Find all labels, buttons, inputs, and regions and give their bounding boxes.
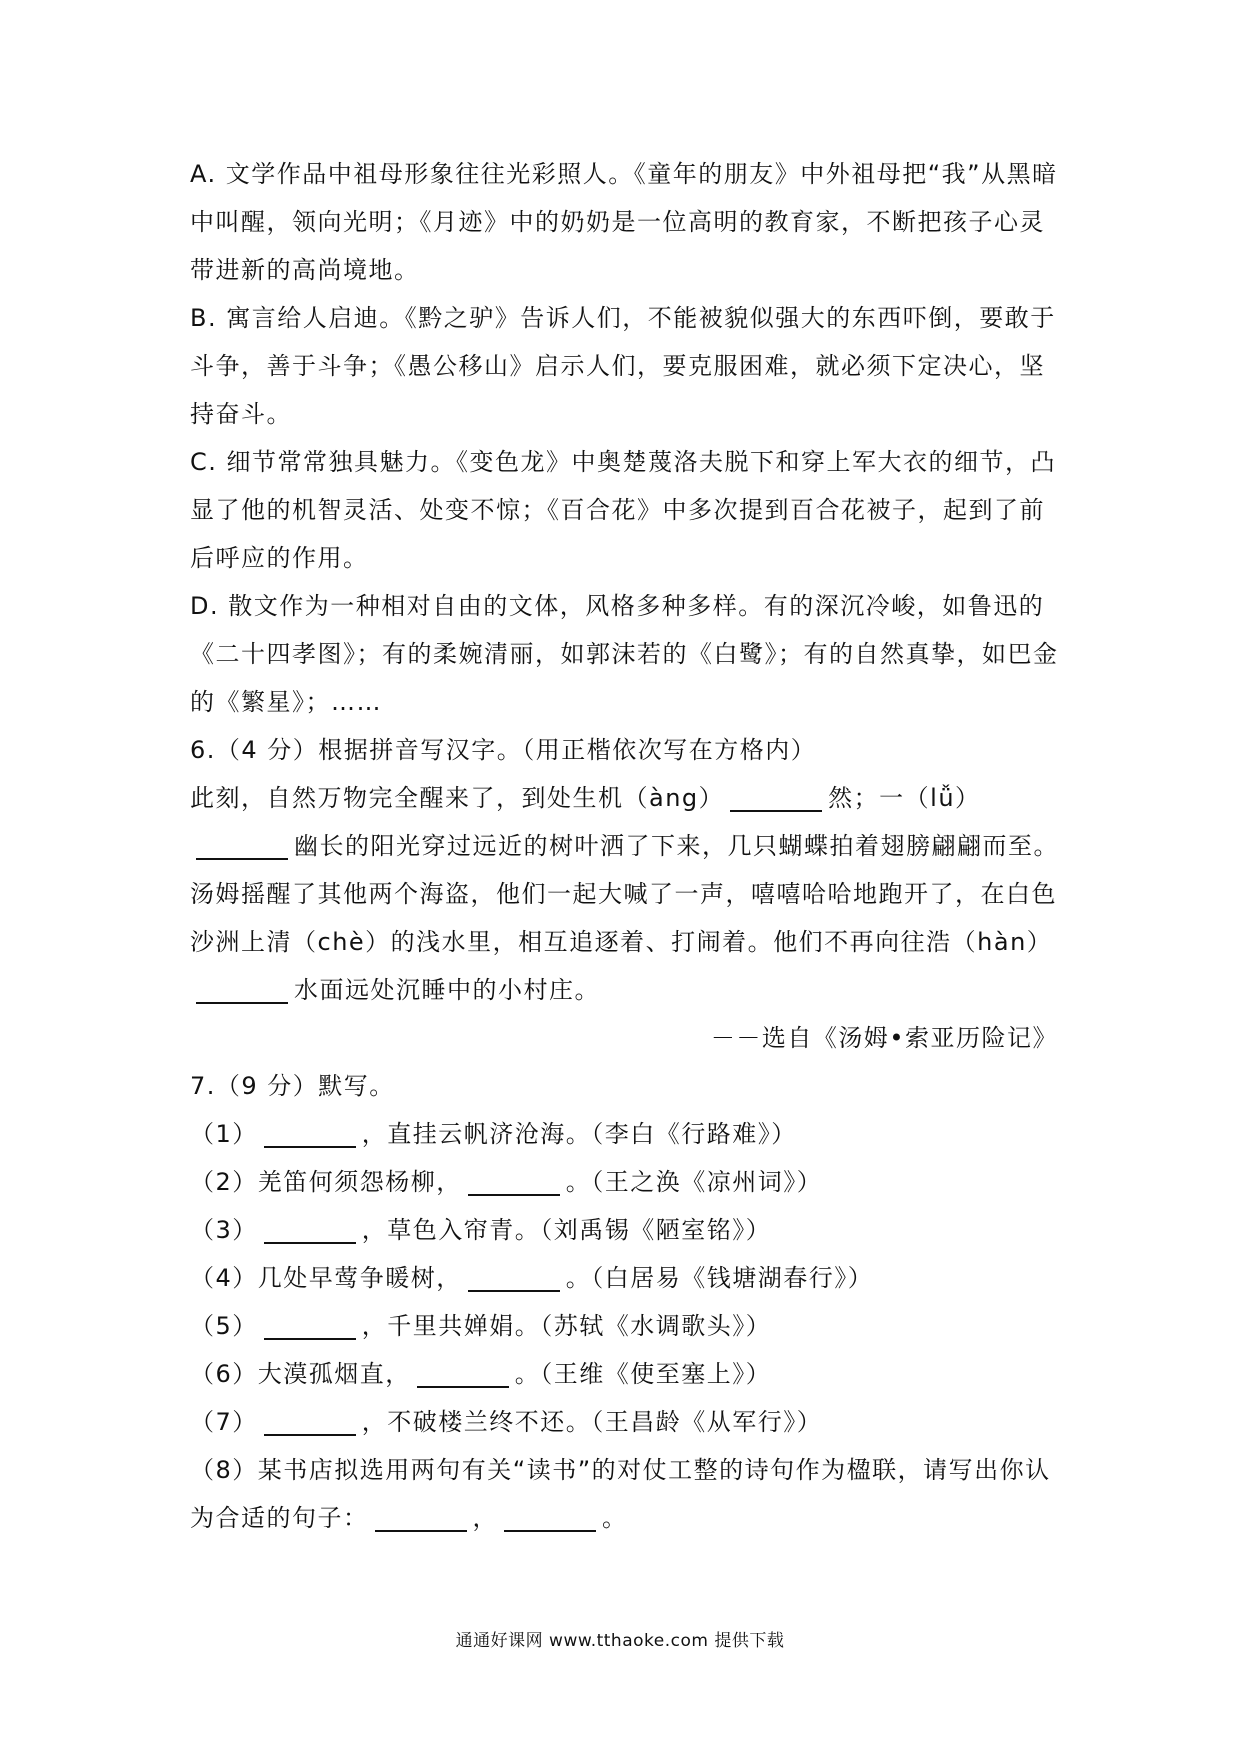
item-text: （4）几处早莺争暖树， bbox=[190, 1264, 462, 1292]
passage-text-3: 幽长的阳光穿过远近的树叶洒了下来，几只蝴蝶拍着翅膀翩翩而至。汤姆摇醒了其他两个海盗，他们一起大喊了一声，嘻嘻哈哈地跑开了，在白色沙洲上清（chè）的浅水里，相互追逐着、打闹着。他们不再向往浩（hàn） bbox=[190, 832, 1059, 956]
dictation-item-6 bbox=[190, 1350, 1070, 1398]
option-b: B. 寓言给人启迪。《黔之驴》告诉人们，不能被貌似强大的东西吓倒，要敢于斗争，善于斗争；《愚公移山》启示人们，要克服困难，就必须下定决心，坚持奋斗。 bbox=[190, 304, 1056, 428]
answer-blank-lv[interactable] bbox=[196, 828, 288, 860]
page-content bbox=[190, 150, 1070, 1542]
answer-blank[interactable] bbox=[264, 1116, 356, 1148]
item-text: （6）大漠孤烟直， bbox=[190, 1360, 411, 1388]
passage-source: －－选自《汤姆•索亚历险记》 bbox=[710, 1024, 1058, 1052]
dictation-item-5 bbox=[190, 1302, 1070, 1350]
item-text: 。 bbox=[602, 1504, 628, 1532]
item-text: ，草色入帘青。（刘禹锡《陋室铭》） bbox=[361, 1216, 772, 1244]
dictation-item-4 bbox=[190, 1254, 1070, 1302]
item-number: （7） bbox=[190, 1408, 258, 1436]
question-7-heading: 7.（9 分）默写。 bbox=[190, 1072, 395, 1100]
answer-blank[interactable] bbox=[504, 1500, 596, 1532]
item-text: （2）羌笛何须怨杨柳， bbox=[190, 1168, 462, 1196]
dictation-item-7 bbox=[190, 1398, 1070, 1446]
option-a: A. 文学作品中祖母形象往往光彩照人。《童年的朋友》中外祖母把“我”从黑暗中叫醒，领向光明；《月迹》中的奶奶是一位高明的教育家，不断把孩子心灵带进新的高尚境地。 bbox=[190, 160, 1058, 284]
answer-blank-han[interactable] bbox=[196, 972, 288, 1004]
item-text: ，直挂云帆济沧海。（李白《行路难》） bbox=[361, 1120, 797, 1148]
option-c: C. 细节常常独具魅力。《变色龙》中奥楚蔑洛夫脱下和穿上军大衣的细节，凸显了他的机智灵活、处变不惊；《百合花》中多次提到百合花被子，起到了前后呼应的作用。 bbox=[190, 448, 1057, 572]
answer-blank[interactable] bbox=[417, 1356, 509, 1388]
item-text: ，不破楼兰终不还。（王昌龄《从军行》） bbox=[361, 1408, 823, 1436]
answer-blank[interactable] bbox=[264, 1404, 356, 1436]
answer-blank[interactable] bbox=[264, 1308, 356, 1340]
item-number: （1） bbox=[190, 1120, 258, 1148]
page-footer: 通通好课网 www.tthaoke.com 提供下载 bbox=[455, 1631, 785, 1651]
question-6-heading: 6.（4 分）根据拼音写汉字。（用正楷依次写在方格内） bbox=[190, 736, 817, 764]
item-text: （8）某书店拟选用两句有关“读书”的对仗工整的诗句作为楹联，请写出你认为合适的句子： bbox=[190, 1456, 1051, 1532]
item-text: 。（白居易《钱塘湖春行》） bbox=[565, 1264, 874, 1292]
item-number: （3） bbox=[190, 1216, 258, 1244]
answer-blank[interactable] bbox=[264, 1212, 356, 1244]
dictation-item-1 bbox=[190, 1110, 1070, 1158]
answer-blank[interactable] bbox=[468, 1260, 560, 1292]
option-d: D. 散文作为一种相对自由的文体，风格多种多样。有的深沉冷峻，如鲁迅的《二十四孝图》；有的柔婉清丽，如郭沫若的《白鹭》；有的自然真挚，如巴金的《繁星》；…… bbox=[190, 592, 1059, 716]
item-number: （5） bbox=[190, 1312, 258, 1340]
item-text: ， bbox=[472, 1504, 498, 1532]
dictation-item-3 bbox=[190, 1206, 1070, 1254]
answer-blank[interactable] bbox=[468, 1164, 560, 1196]
answer-blank[interactable] bbox=[375, 1500, 467, 1532]
dictation-item-2 bbox=[190, 1158, 1070, 1206]
item-text: 。（王之涣《凉州词》） bbox=[565, 1168, 823, 1196]
passage-text-2: 然；一（lǚ） bbox=[828, 784, 981, 812]
answer-blank-ang[interactable] bbox=[730, 780, 822, 812]
passage-text-4: 水面远处沉睡中的小村庄。 bbox=[294, 976, 600, 1004]
item-text: ，千里共婵娟。（苏轼《水调歌头》） bbox=[361, 1312, 772, 1340]
question-6-passage bbox=[190, 774, 1070, 1014]
item-text: 。（王维《使至塞上》） bbox=[514, 1360, 772, 1388]
passage-text-1: 此刻，自然万物完全醒来了，到处生机（àng） bbox=[190, 784, 725, 812]
dictation-item-8 bbox=[190, 1446, 1070, 1542]
